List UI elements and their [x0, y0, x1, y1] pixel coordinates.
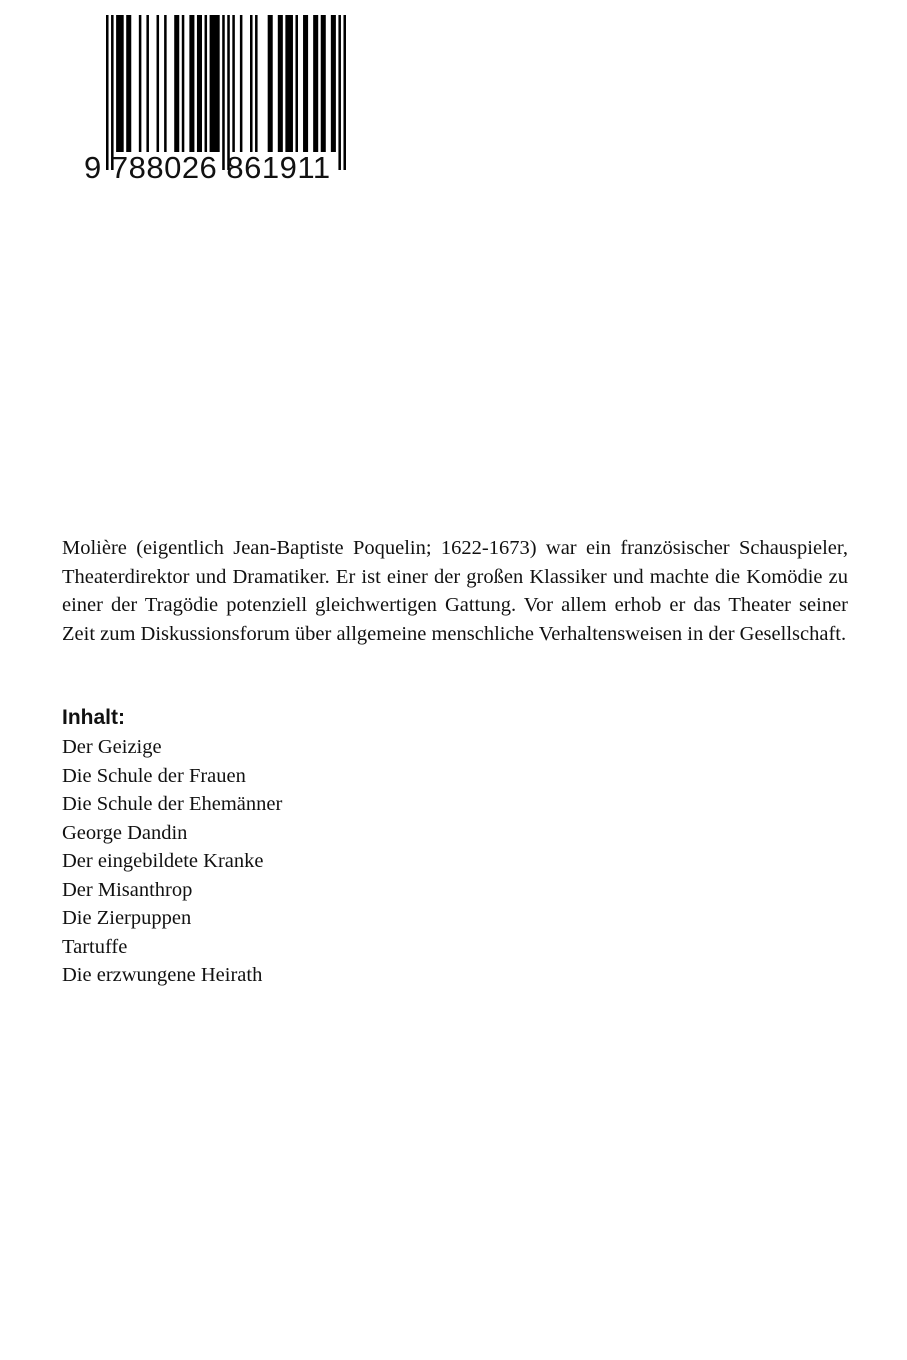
barcode-bar — [303, 15, 308, 152]
contents-item-zierpuppen: Die Zierpuppen — [62, 907, 192, 929]
barcode-bar — [116, 15, 124, 152]
barcode-bar — [164, 15, 167, 152]
contents-item-schule-der-frauen: Die Schule der Frauen — [62, 764, 246, 787]
barcode-bar — [232, 15, 235, 152]
contents-item-geizige: Der Geizige — [62, 736, 162, 758]
barcode-bar — [268, 15, 273, 152]
barcode-bar — [182, 15, 185, 152]
barcode-bar — [331, 15, 336, 152]
barcode-bar — [285, 15, 293, 152]
barcode-guard-bar — [227, 15, 230, 170]
contents-item-erzwungene-heirath: Die erzwungene Heirath — [62, 964, 263, 986]
barcode-bar — [205, 15, 208, 152]
barcode-bar — [321, 15, 326, 152]
book-description: Molière (eigentlich Jean-Baptiste Poquelin; 1622-1673) war ein französischer Schauspieler, Theaterdirektor und Dramatiker. Er ist einer der großen Klassiker und machte die Komödie zu einer der Tragödie potenziell gleichwertigen Gattung. Vor allem erhob er das Theater seiner Zeit zum Diskussionsforum über allgemeine menschliche Verhaltensweisen in der Gesellschaft. — [62, 537, 848, 645]
contents-item-misanthrop: Der Misanthrop — [62, 878, 193, 901]
barcode-guard-bar — [106, 15, 109, 170]
barcode-bar — [255, 15, 258, 152]
contents-list — [62, 733, 282, 990]
barcode-guard-bar — [338, 15, 341, 170]
barcode-bar — [313, 15, 318, 152]
barcode-bar — [157, 15, 160, 152]
barcode-bar — [139, 15, 142, 152]
barcode-number: 9 788026 861911 — [84, 150, 331, 185]
contents-heading: Inhalt: — [62, 706, 125, 729]
barcode-bar — [146, 15, 149, 152]
contents-item-george-dandin: George Dandin — [62, 821, 188, 844]
contents-item-schule-der-ehemaenner: Die Schule der Ehemänner — [62, 793, 283, 815]
barcode-bar — [240, 15, 243, 152]
barcode-bar — [174, 15, 179, 152]
barcode-bar — [126, 15, 131, 152]
contents-item-eingebildete-kranke: Der eingebildete Kranke — [62, 850, 264, 872]
barcode-bar — [210, 15, 220, 152]
barcode-bar — [295, 15, 298, 152]
barcode-bar — [189, 15, 194, 152]
barcode-bar — [250, 15, 253, 152]
barcode-guard-bar — [111, 15, 114, 170]
contents-item-tartuffe: Tartuffe — [62, 935, 128, 958]
barcode-bar — [278, 15, 283, 152]
barcode-guard-bar — [222, 15, 225, 170]
isbn-barcode — [84, 15, 346, 185]
barcode-bar — [197, 15, 202, 152]
barcode-guard-bar — [343, 15, 346, 170]
